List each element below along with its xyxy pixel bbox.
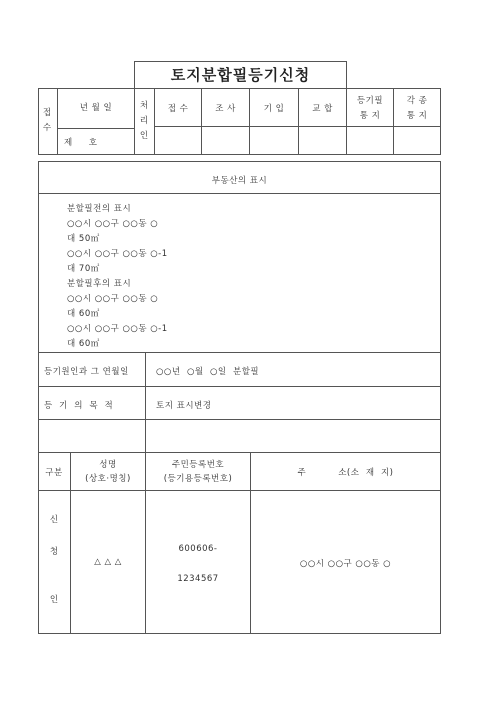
property-section-title: 부동산의 표시	[211, 176, 268, 186]
property-line: 대 60㎡	[67, 309, 100, 319]
applicant-name-value: △ △ △	[94, 557, 122, 567]
applicant-address-value: ○○시 ○○구 ○○동 ○	[299, 559, 392, 569]
cause-value: ○○년 ○월 ○일 분할필	[156, 367, 260, 377]
applicant-category-value: 신 청 인	[49, 515, 59, 605]
col-entry: 기 입	[263, 104, 285, 114]
property-line: 대 60㎡	[67, 339, 100, 349]
purpose-value: 토지 표시변경	[156, 401, 212, 411]
property-line: 분할필전의 표시	[67, 204, 132, 214]
col-receipt: 접 수	[167, 104, 189, 114]
col-category: 구분	[45, 468, 63, 478]
cause-label: 등기원인과 그 연월일	[44, 367, 129, 377]
property-line: 대 50㎡	[67, 234, 100, 244]
col-name: 성명 (상호·명칭)	[85, 460, 131, 484]
date-label: 년 월 일	[79, 103, 113, 113]
property-line: ○○시 ○○구 ○○동 ○	[67, 219, 159, 229]
property-line: 분할필후의 표시	[67, 279, 132, 289]
property-line: 대 70㎡	[67, 264, 100, 274]
col-registration-notice: 등기필 통 지	[356, 96, 384, 121]
applicant-id-value: 600606- 1234567	[177, 544, 219, 584]
col-investigation: 조 사	[215, 104, 236, 114]
property-line: ○○시 ○○구 ○○동 ○-1	[67, 249, 168, 259]
purpose-label: 등 기 의 목 적	[44, 401, 114, 411]
col-collation: 교 합	[312, 104, 333, 114]
receipt-label: 접 수	[42, 108, 52, 133]
property-line: ○○시 ○○구 ○○동 ○-1	[67, 324, 168, 334]
col-various-notice: 각 종 통 지	[406, 96, 428, 121]
col-address: 주 소(소 재 지)	[297, 468, 394, 478]
processor-label: 처 리 인	[139, 101, 149, 141]
document-title: 토지분합필등기신청	[170, 66, 311, 84]
number-label: 제 호	[64, 138, 98, 148]
property-line: ○○시 ○○구 ○○동 ○	[67, 294, 159, 304]
col-id: 주민등록번호 (등기용등록번호)	[163, 460, 233, 484]
